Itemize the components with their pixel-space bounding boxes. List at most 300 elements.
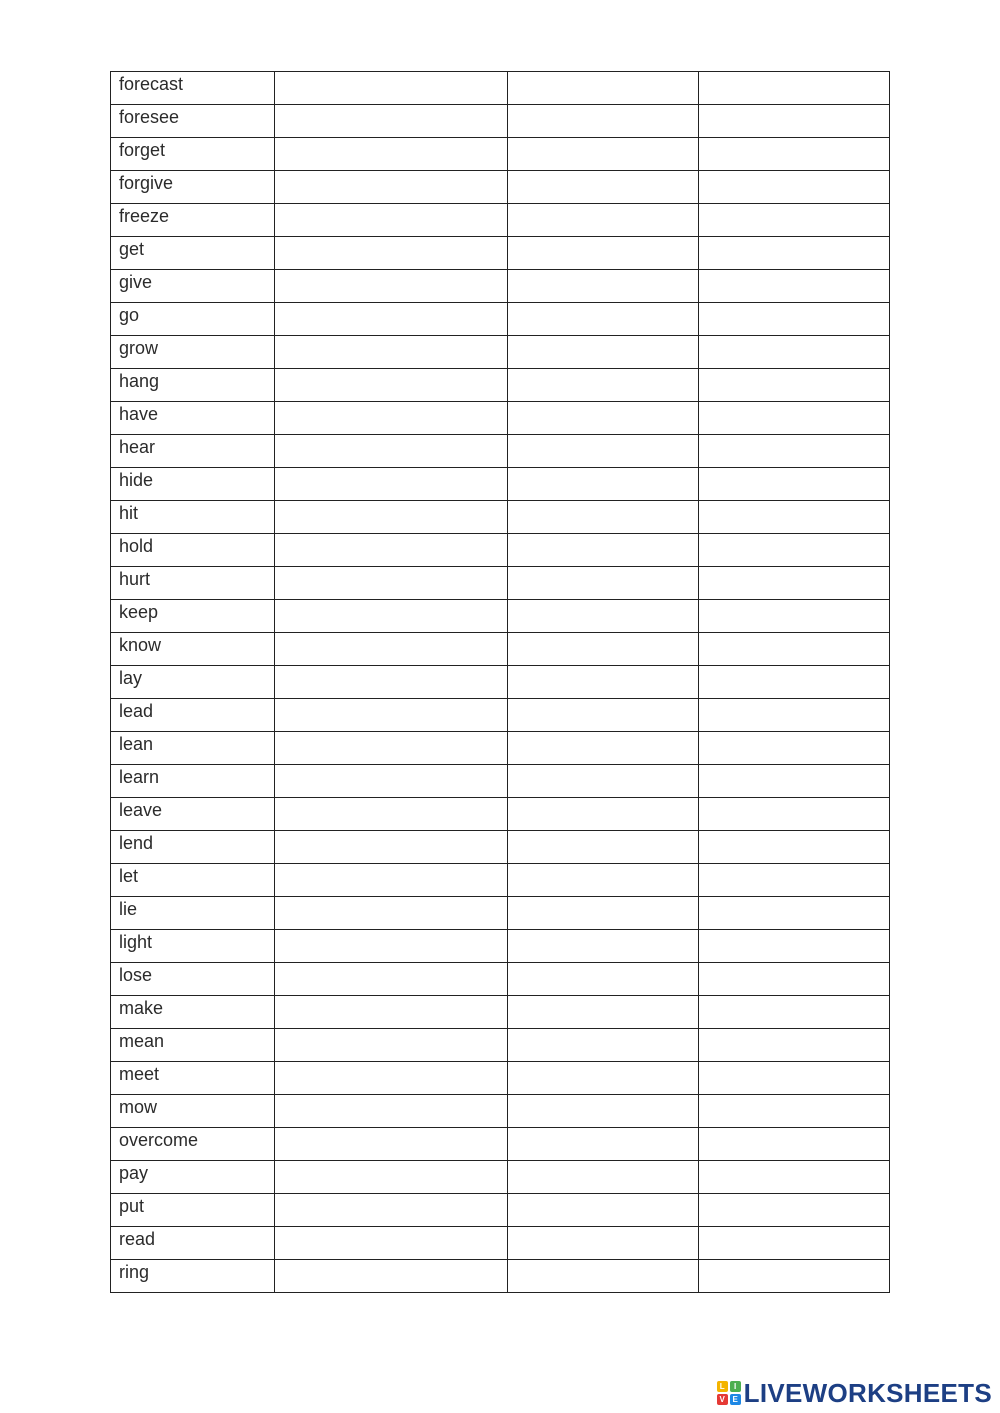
table-row (111, 72, 890, 105)
answer-cell[interactable] (508, 567, 699, 600)
answer-cell[interactable] (699, 369, 890, 402)
answer-cell[interactable] (699, 1095, 890, 1128)
answer-input[interactable] (275, 930, 507, 962)
verb-cell (111, 963, 275, 996)
answer-input[interactable] (275, 699, 507, 731)
answer-input[interactable] (699, 798, 889, 830)
answer-input[interactable] (275, 369, 507, 401)
answer-input[interactable] (699, 864, 889, 896)
verb-label: ring (119, 1262, 150, 1282)
answer-input[interactable] (699, 963, 889, 995)
answer-cell[interactable] (508, 930, 699, 963)
answer-cell[interactable] (275, 765, 508, 798)
answer-cell[interactable] (699, 303, 890, 336)
verb-cell (111, 336, 275, 369)
answer-cell[interactable] (275, 369, 508, 402)
table-row (111, 567, 890, 600)
verb-cell (111, 435, 275, 468)
answer-cell[interactable] (508, 270, 699, 303)
answer-input[interactable] (508, 402, 698, 434)
table-row (111, 996, 890, 1029)
verb-cell (111, 864, 275, 897)
verb-label: lay (119, 668, 143, 688)
answer-cell[interactable] (275, 171, 508, 204)
answer-input[interactable] (275, 798, 507, 830)
answer-cell[interactable] (699, 765, 890, 798)
answer-input[interactable] (508, 765, 698, 797)
table-row (111, 831, 890, 864)
answer-cell[interactable] (508, 534, 699, 567)
answer-cell[interactable] (699, 171, 890, 204)
answer-input[interactable] (508, 501, 698, 533)
answer-input[interactable] (508, 1029, 698, 1061)
answer-cell[interactable] (699, 1161, 890, 1194)
answer-input[interactable] (508, 1128, 698, 1160)
answer-cell[interactable] (508, 1260, 699, 1293)
answer-cell[interactable] (275, 699, 508, 732)
table-row (111, 204, 890, 237)
answer-input[interactable] (275, 765, 507, 797)
answer-cell[interactable] (508, 237, 699, 270)
verb-label: foresee (119, 107, 180, 127)
answer-input[interactable] (275, 1029, 507, 1061)
answer-cell[interactable] (699, 930, 890, 963)
verb-label: get (119, 239, 145, 259)
answer-input[interactable] (508, 237, 698, 269)
table-row (111, 864, 890, 897)
answer-cell[interactable] (699, 1062, 890, 1095)
verb-cell (111, 72, 275, 105)
logo-square: I (730, 1381, 741, 1392)
verb-label: overcome (119, 1130, 199, 1150)
verb-label: forget (119, 140, 166, 160)
verb-label: meet (119, 1064, 160, 1084)
table-row (111, 303, 890, 336)
answer-input[interactable] (699, 402, 889, 434)
answer-cell[interactable] (699, 864, 890, 897)
answer-cell[interactable] (275, 534, 508, 567)
answer-input[interactable] (508, 831, 698, 863)
answer-input[interactable] (508, 105, 698, 137)
answer-input[interactable] (275, 270, 507, 302)
answer-input[interactable] (699, 237, 889, 269)
answer-input[interactable] (508, 963, 698, 995)
verb-label: forgive (119, 173, 174, 193)
answer-cell[interactable] (508, 633, 699, 666)
verb-label: leave (119, 800, 163, 820)
answer-input[interactable] (699, 468, 889, 500)
answer-cell[interactable] (508, 402, 699, 435)
answer-cell[interactable] (508, 666, 699, 699)
verb-cell (111, 1062, 275, 1095)
answer-cell[interactable] (699, 468, 890, 501)
answer-input[interactable] (508, 732, 698, 764)
answer-input[interactable] (699, 600, 889, 632)
answer-input[interactable] (699, 171, 889, 203)
answer-cell[interactable] (275, 303, 508, 336)
answer-cell[interactable] (275, 633, 508, 666)
answer-input[interactable] (508, 336, 698, 368)
verb-label: read (119, 1229, 156, 1249)
answer-cell[interactable] (699, 138, 890, 171)
answer-input[interactable] (275, 336, 507, 368)
verb-label: learn (119, 767, 160, 787)
answer-input[interactable] (508, 864, 698, 896)
verb-cell (111, 1095, 275, 1128)
answer-input[interactable] (508, 666, 698, 698)
answer-input[interactable] (508, 930, 698, 962)
logo-square: E (730, 1394, 741, 1405)
answer-cell[interactable] (508, 204, 699, 237)
answer-cell[interactable] (275, 1062, 508, 1095)
answer-input[interactable] (699, 1227, 889, 1259)
table-row (111, 237, 890, 270)
answer-input[interactable] (508, 1194, 698, 1226)
answer-cell[interactable] (699, 996, 890, 1029)
answer-input[interactable] (508, 897, 698, 929)
answer-input[interactable] (508, 600, 698, 632)
answer-input[interactable] (275, 864, 507, 896)
answer-input[interactable] (508, 171, 698, 203)
answer-input[interactable] (699, 369, 889, 401)
answer-input[interactable] (699, 996, 889, 1028)
answer-input[interactable] (508, 1095, 698, 1127)
answer-input[interactable] (699, 699, 889, 731)
answer-cell[interactable] (699, 237, 890, 270)
verb-cell (111, 996, 275, 1029)
table-row (111, 534, 890, 567)
answer-cell[interactable] (508, 732, 699, 765)
answer-cell[interactable] (508, 1128, 699, 1161)
answer-input[interactable] (699, 534, 889, 566)
table-row (111, 369, 890, 402)
answer-input[interactable] (275, 204, 507, 236)
verb-cell (111, 138, 275, 171)
answer-input[interactable] (508, 204, 698, 236)
answer-cell[interactable] (699, 501, 890, 534)
answer-cell[interactable] (275, 138, 508, 171)
answer-cell[interactable] (699, 534, 890, 567)
answer-cell[interactable] (275, 600, 508, 633)
answer-cell[interactable] (275, 1227, 508, 1260)
answer-input[interactable] (699, 1161, 889, 1193)
answer-cell[interactable] (275, 864, 508, 897)
table-row (111, 600, 890, 633)
verb-cell (111, 303, 275, 336)
answer-cell[interactable] (508, 171, 699, 204)
answer-input[interactable] (275, 831, 507, 863)
answer-cell[interactable] (699, 963, 890, 996)
answer-cell[interactable] (508, 864, 699, 897)
answer-cell[interactable] (699, 633, 890, 666)
answer-input[interactable] (508, 1260, 698, 1292)
answer-cell[interactable] (508, 1095, 699, 1128)
answer-cell[interactable] (275, 666, 508, 699)
answer-cell[interactable] (699, 798, 890, 831)
answer-input[interactable] (275, 138, 507, 170)
answer-cell[interactable] (275, 831, 508, 864)
answer-input[interactable] (275, 237, 507, 269)
answer-cell[interactable] (275, 798, 508, 831)
table-row (111, 468, 890, 501)
answer-input[interactable] (699, 930, 889, 962)
answer-input[interactable] (508, 138, 698, 170)
answer-input[interactable] (699, 633, 889, 665)
table-row (111, 666, 890, 699)
answer-input[interactable] (508, 435, 698, 467)
verb-label: forecast (119, 74, 184, 94)
answer-input[interactable] (275, 897, 507, 929)
answer-cell[interactable] (699, 666, 890, 699)
verb-cell (111, 468, 275, 501)
answer-cell[interactable] (699, 1260, 890, 1293)
answer-input[interactable] (699, 1128, 889, 1160)
answer-cell[interactable] (275, 435, 508, 468)
answer-cell[interactable] (699, 1029, 890, 1062)
answer-cell[interactable] (275, 501, 508, 534)
answer-cell[interactable] (699, 270, 890, 303)
answer-cell[interactable] (275, 1194, 508, 1227)
verb-cell (111, 1227, 275, 1260)
answer-input[interactable] (699, 897, 889, 929)
answer-input[interactable] (699, 303, 889, 335)
answer-cell[interactable] (275, 1029, 508, 1062)
verb-label: put (119, 1196, 145, 1216)
answer-cell[interactable] (508, 435, 699, 468)
verb-cell (111, 1161, 275, 1194)
answer-input[interactable] (275, 567, 507, 599)
answer-cell[interactable] (275, 204, 508, 237)
verb-cell (111, 567, 275, 600)
answer-input[interactable] (275, 171, 507, 203)
answer-cell[interactable] (699, 402, 890, 435)
answer-cell[interactable] (275, 963, 508, 996)
table-row (111, 930, 890, 963)
answer-input[interactable] (699, 765, 889, 797)
answer-cell[interactable] (508, 765, 699, 798)
answer-cell[interactable] (508, 699, 699, 732)
table-row (111, 138, 890, 171)
table-row (111, 435, 890, 468)
answer-input[interactable] (275, 666, 507, 698)
answer-cell[interactable] (275, 336, 508, 369)
answer-input[interactable] (508, 567, 698, 599)
answer-input[interactable] (275, 1062, 507, 1094)
answer-input[interactable] (699, 138, 889, 170)
answer-cell[interactable] (699, 567, 890, 600)
answer-input[interactable] (699, 1260, 889, 1292)
answer-input[interactable] (275, 534, 507, 566)
answer-cell[interactable] (508, 303, 699, 336)
answer-cell[interactable] (508, 1194, 699, 1227)
answer-cell[interactable] (508, 336, 699, 369)
table-row (111, 798, 890, 831)
answer-cell[interactable] (508, 897, 699, 930)
answer-cell[interactable] (508, 1062, 699, 1095)
answer-input[interactable] (699, 666, 889, 698)
answer-input[interactable] (508, 1227, 698, 1259)
answer-input[interactable] (508, 996, 698, 1028)
answer-cell[interactable] (699, 336, 890, 369)
answer-input[interactable] (275, 1161, 507, 1193)
verb-label: light (119, 932, 153, 952)
answer-input[interactable] (699, 831, 889, 863)
answer-input[interactable] (275, 402, 507, 434)
table-row (111, 402, 890, 435)
verb-label: freeze (119, 206, 170, 226)
answer-cell[interactable] (699, 1194, 890, 1227)
verb-cell (111, 1128, 275, 1161)
verb-cell (111, 666, 275, 699)
answer-input[interactable] (508, 1062, 698, 1094)
answer-input[interactable] (699, 336, 889, 368)
answer-cell[interactable] (275, 930, 508, 963)
answer-input[interactable] (508, 699, 698, 731)
answer-input[interactable] (508, 369, 698, 401)
answer-cell[interactable] (275, 1260, 508, 1293)
answer-cell[interactable] (508, 1161, 699, 1194)
answer-cell[interactable] (699, 1227, 890, 1260)
verb-label: hang (119, 371, 160, 391)
answer-input[interactable] (275, 996, 507, 1028)
answer-cell[interactable] (699, 600, 890, 633)
answer-cell[interactable] (275, 732, 508, 765)
answer-input[interactable] (508, 1161, 698, 1193)
answer-input[interactable] (508, 303, 698, 335)
answer-cell[interactable] (275, 402, 508, 435)
answer-input[interactable] (508, 468, 698, 500)
answer-cell[interactable] (699, 204, 890, 237)
answer-input[interactable] (699, 105, 889, 137)
answer-cell[interactable] (508, 831, 699, 864)
answer-input[interactable] (275, 1260, 507, 1292)
answer-cell[interactable] (275, 270, 508, 303)
verb-cell (111, 171, 275, 204)
answer-cell[interactable] (508, 72, 699, 105)
verb-cell (111, 633, 275, 666)
answer-input[interactable] (508, 270, 698, 302)
answer-cell[interactable] (275, 996, 508, 1029)
answer-cell[interactable] (508, 501, 699, 534)
answer-cell[interactable] (508, 105, 699, 138)
answer-input[interactable] (275, 633, 507, 665)
verb-cell (111, 600, 275, 633)
verb-label: mow (119, 1097, 158, 1117)
answer-input[interactable] (699, 435, 889, 467)
verb-cell (111, 501, 275, 534)
answer-cell[interactable] (275, 72, 508, 105)
answer-cell[interactable] (275, 897, 508, 930)
answer-cell[interactable] (508, 1029, 699, 1062)
answer-input[interactable] (275, 1194, 507, 1226)
verb-label: hold (119, 536, 154, 556)
verb-label: give (119, 272, 153, 292)
table-row (111, 171, 890, 204)
answer-cell[interactable] (699, 732, 890, 765)
answer-cell[interactable] (699, 72, 890, 105)
answer-cell[interactable] (508, 369, 699, 402)
answer-cell[interactable] (508, 600, 699, 633)
verb-label: hide (119, 470, 154, 490)
answer-input[interactable] (275, 72, 507, 104)
answer-input[interactable] (699, 72, 889, 104)
answer-cell[interactable] (275, 237, 508, 270)
verb-cell (111, 798, 275, 831)
answer-input[interactable] (275, 303, 507, 335)
answer-cell[interactable] (699, 1128, 890, 1161)
answer-input[interactable] (275, 105, 507, 137)
answer-input[interactable] (508, 633, 698, 665)
answer-cell[interactable] (275, 567, 508, 600)
logo-square: V (717, 1394, 728, 1405)
answer-input[interactable] (275, 435, 507, 467)
verb-cell (111, 369, 275, 402)
answer-input[interactable] (699, 1194, 889, 1226)
answer-cell[interactable] (699, 897, 890, 930)
answer-input[interactable] (275, 732, 507, 764)
answer-cell[interactable] (275, 1095, 508, 1128)
answer-cell[interactable] (275, 105, 508, 138)
answer-input[interactable] (275, 1128, 507, 1160)
answer-input[interactable] (508, 798, 698, 830)
verb-cell (111, 831, 275, 864)
answer-input[interactable] (275, 963, 507, 995)
answer-input[interactable] (699, 270, 889, 302)
verb-label: grow (119, 338, 159, 358)
answer-input[interactable] (699, 567, 889, 599)
verb-label: know (119, 635, 162, 655)
answer-input[interactable] (275, 1095, 507, 1127)
answer-cell[interactable] (699, 699, 890, 732)
verb-label: pay (119, 1163, 149, 1183)
table-row (111, 1062, 890, 1095)
answer-cell[interactable] (275, 1128, 508, 1161)
answer-input[interactable] (275, 600, 507, 632)
answer-cell[interactable] (699, 831, 890, 864)
verb-cell (111, 402, 275, 435)
answer-input[interactable] (275, 1227, 507, 1259)
answer-input[interactable] (508, 72, 698, 104)
answer-cell[interactable] (508, 468, 699, 501)
table-row (111, 1128, 890, 1161)
answer-cell[interactable] (508, 138, 699, 171)
verb-label: keep (119, 602, 159, 622)
verb-cell (111, 534, 275, 567)
answer-input[interactable] (508, 534, 698, 566)
answer-cell[interactable] (508, 996, 699, 1029)
answer-cell[interactable] (508, 798, 699, 831)
answer-input[interactable] (699, 732, 889, 764)
answer-input[interactable] (699, 1062, 889, 1094)
table-row (111, 501, 890, 534)
answer-input[interactable] (699, 204, 889, 236)
answer-cell[interactable] (508, 1227, 699, 1260)
verb-label: go (119, 305, 140, 325)
verb-label: mean (119, 1031, 165, 1051)
verb-label: lead (119, 701, 154, 721)
answer-cell[interactable] (275, 468, 508, 501)
answer-input[interactable] (699, 1095, 889, 1127)
answer-cell[interactable] (275, 1161, 508, 1194)
answer-input[interactable] (275, 468, 507, 500)
answer-cell[interactable] (508, 963, 699, 996)
answer-cell[interactable] (699, 435, 890, 468)
answer-input[interactable] (699, 501, 889, 533)
answer-cell[interactable] (699, 105, 890, 138)
table-row (111, 1029, 890, 1062)
answer-input[interactable] (699, 1029, 889, 1061)
answer-input[interactable] (275, 501, 507, 533)
